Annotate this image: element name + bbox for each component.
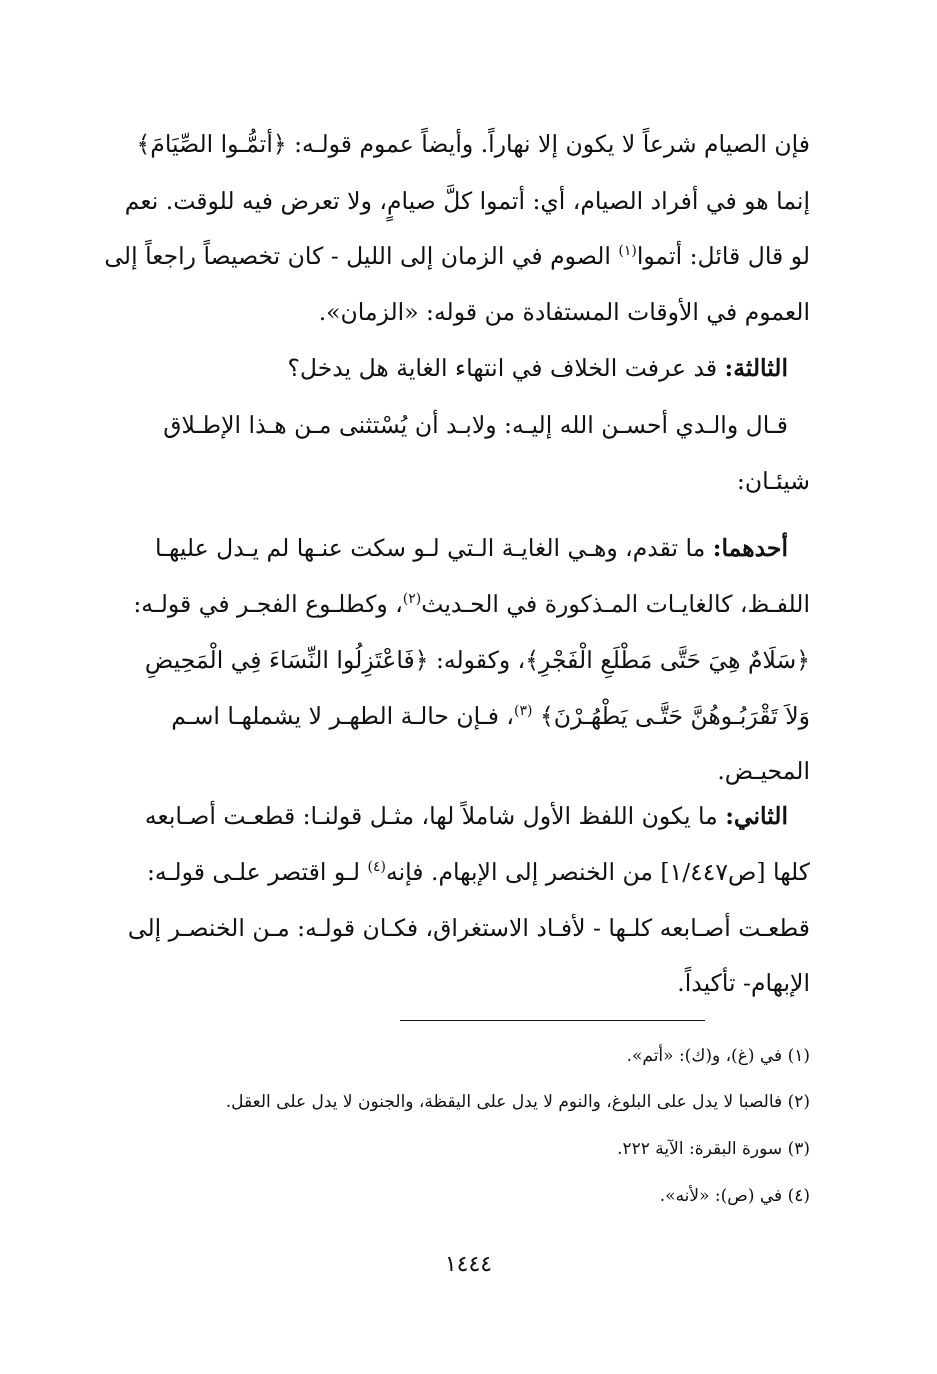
footnote-text: في (ص): «لأنه».	[659, 1186, 783, 1206]
text-segment: اللفـظ، كالغايـات المـذكورة في الحـديث	[421, 590, 810, 618]
text-segment: المحيـض.	[717, 757, 810, 785]
text-line	[100, 461, 810, 503]
text-segment: ﴿سَلَامٌ هِيَ حَتَّى مَطْلَعِ الْفَجْرِ﴾، وكقوله: ﴿فَاعْتَزِلُوا النِّسَاءَ فِي الْمَحِيضِ	[144, 646, 810, 674]
footnote-ref: (٤)	[367, 859, 386, 876]
text-segment: ما تقدم، وهـي الغايـة الـتي لـو سكت عنـها لم يـدل عليهـا	[154, 534, 706, 562]
footnote-number: (١)	[787, 1046, 810, 1066]
footnote-ref: (٣)	[514, 703, 533, 720]
text-line	[100, 292, 810, 334]
text-line	[100, 528, 788, 570]
text-line	[100, 696, 810, 738]
footnote-number: (٣)	[787, 1139, 810, 1159]
text-line	[100, 751, 810, 793]
footnote-item	[627, 1043, 810, 1071]
footnote-item	[660, 1183, 810, 1211]
text-line	[100, 584, 810, 626]
text-line	[100, 124, 810, 166]
footnote-text: في (غ)، و(ك): «أتم».	[626, 1046, 783, 1066]
page-number: ١٤٤٤	[444, 1252, 493, 1277]
footnote-text: فالصبا لا يدل على البلوغ، والنوم لا يدل على اليقظة، والجنون لا يدل على العقل.	[225, 1092, 783, 1112]
text-line	[100, 181, 810, 223]
text-line	[100, 236, 810, 278]
footnote-text: سورة البقرة: الآية ٢٢٢.	[617, 1139, 783, 1159]
text-segment: لـو اقتصر علـى قولـه:	[147, 858, 361, 886]
text-segment: فإن الصيام شرعاً لا يكون إلا نهاراً. وأيضاً عموم قولـه: ﴿أتمُّـوا الصِّيَامَ﴾	[136, 130, 810, 158]
text-segment: وَلاَ تَقْرَبُـوهُنَّ حَتَّـى يَطْهُـرْنَ﴾	[539, 702, 810, 730]
text-segment: قطعـت أصـابعه كلـها - لأفـاد الاستغراق، فكـان قولـه: مـن الخنصـر إلى	[127, 914, 810, 942]
section-heading: الثالثة:	[724, 354, 788, 382]
text-segment: كلها [ص١/٤٤٧] من الخنصر إلى الإبهام. فإنه	[385, 858, 810, 886]
text-line	[100, 348, 788, 390]
text-segment: الإبهام- تأكيداً.	[677, 969, 810, 997]
footnote-number: (٢)	[787, 1092, 810, 1112]
footnote-item	[226, 1089, 810, 1117]
text-line	[100, 852, 810, 894]
footnote-number: (٤)	[787, 1186, 810, 1206]
text-segment: لو قال قائل: أتموا	[636, 242, 810, 270]
text-segment: العموم في الأوقات المستفادة من قوله: «الزمان».	[318, 298, 810, 326]
text-segment: قـال والـدي أحسـن الله إليـه: ولابـد أن يُسْتثنى مـن هـذا الإطـلاق	[163, 411, 788, 439]
section-heading: الثاني:	[725, 802, 788, 830]
text-line	[100, 640, 810, 682]
section-heading: أحدهما:	[712, 534, 788, 562]
text-segment: قد عرفت الخلاف في انتهاء الغاية هل يدخل؟	[287, 354, 718, 382]
footnote-item	[617, 1136, 810, 1164]
text-segment: إنما هو في أفراد الصيام، أي: أتموا كلَّ صيامٍ، ولا تعرض فيه للوقت. نعم	[124, 187, 810, 215]
text-line	[100, 908, 810, 950]
text-line	[100, 405, 788, 447]
text-segment: شيئـان:	[736, 467, 810, 495]
footnote-ref: (٢)	[402, 591, 422, 608]
footnote-divider	[400, 1020, 705, 1021]
text-line	[100, 796, 788, 838]
text-line	[100, 963, 810, 1005]
footnote-ref: (١)	[618, 243, 637, 260]
text-segment: الصوم في الزمان إلى الليل - كان تخصيصاً راجعاً إلى	[104, 242, 611, 270]
text-segment: ما يكون اللفظ الأول شاملاً لها، مثـل قولنـا: قطعـت أصـابعه	[144, 802, 718, 830]
text-segment: ، فـإن حالـة الطهـر لا يشملهـا اسـم	[171, 702, 515, 730]
text-segment: ، وكطلـوع الفجـر في قولـه:	[133, 590, 403, 618]
